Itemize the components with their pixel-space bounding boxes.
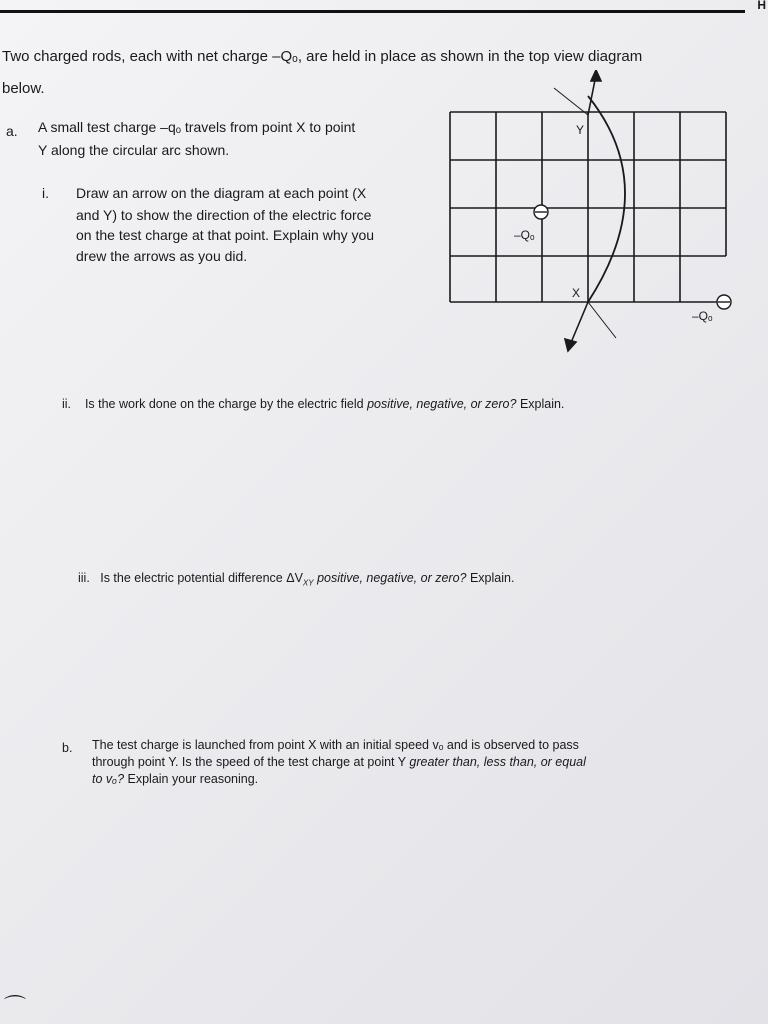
part-b-line-2-a: through point Y. Is the speed of the test charge at point Y	[92, 755, 406, 769]
label-charge-corner: –Qₒ	[692, 309, 713, 323]
part-a-line-1: A small test charge –qₒ travels from point X to point	[38, 119, 356, 135]
part-a-ii-options: positive, negative, or zero?	[367, 397, 517, 411]
charge-corner	[717, 295, 731, 309]
part-a-iii-label: iii.	[78, 571, 90, 585]
field-diagram	[430, 70, 750, 360]
part-a-ii-prefix: Is the work done on the charge by the electric field	[84, 397, 364, 411]
page-curl-mark: ⌒	[4, 994, 27, 1019]
label-x: X	[572, 286, 581, 300]
part-a-i-label: i.	[42, 185, 49, 201]
label-y: Y	[576, 123, 585, 137]
circular-arc	[588, 96, 625, 302]
grid-lines	[450, 112, 726, 302]
part-b-line-3-a: to vₒ?	[92, 772, 125, 786]
arrow-at-y	[588, 70, 601, 115]
part-a-ii-label: ii.	[62, 397, 72, 411]
part-b-label: b.	[62, 741, 73, 755]
part-a-label: a.	[6, 123, 18, 139]
part-a-i-line-4: drew the arrows as you did.	[76, 248, 248, 264]
part-a-iii-prefix: Is the electric potential difference ΔV	[100, 571, 303, 585]
intro-line-2: below.	[2, 80, 45, 97]
part-b-line-2	[92, 754, 586, 770]
part-a-ii-suffix: Explain.	[519, 397, 565, 411]
charge-center	[534, 205, 548, 219]
part-b-line-3	[92, 771, 258, 787]
corner-mark: H	[757, 0, 766, 12]
arrow-at-x	[565, 302, 588, 351]
part-a-iii-options: positive, negative, or zero?	[317, 571, 467, 585]
part-b-line-1: The test charge is launched from point X with an initial speed vₒ and is observed to pass	[92, 738, 579, 752]
part-b-line-3-b: Explain your reasoning.	[127, 772, 259, 786]
label-charge-center: –Qₒ	[514, 228, 535, 242]
part-a-i-line-3: on the test charge at that point. Explain why you	[76, 227, 375, 243]
part-a-line-2: Y along the circular arc shown.	[38, 142, 230, 158]
part-a-i-line-1: Draw an arrow on the diagram at each point (X	[76, 185, 367, 201]
intro-line-1: Two charged rods, each with net charge –Qₒ, are held in place as shown in the top view diagram	[2, 48, 643, 65]
part-a-iii-subscript: XY	[302, 578, 314, 588]
part-a-iii	[78, 570, 514, 592]
part-b-line-2-b: greater than, less than, or equal	[409, 755, 586, 769]
part-a-i-line-2: and Y) to show the direction of the electric force	[76, 207, 372, 223]
part-a-ii	[62, 396, 564, 412]
top-rule	[0, 10, 745, 13]
part-a-iii-suffix: Explain.	[469, 571, 515, 585]
